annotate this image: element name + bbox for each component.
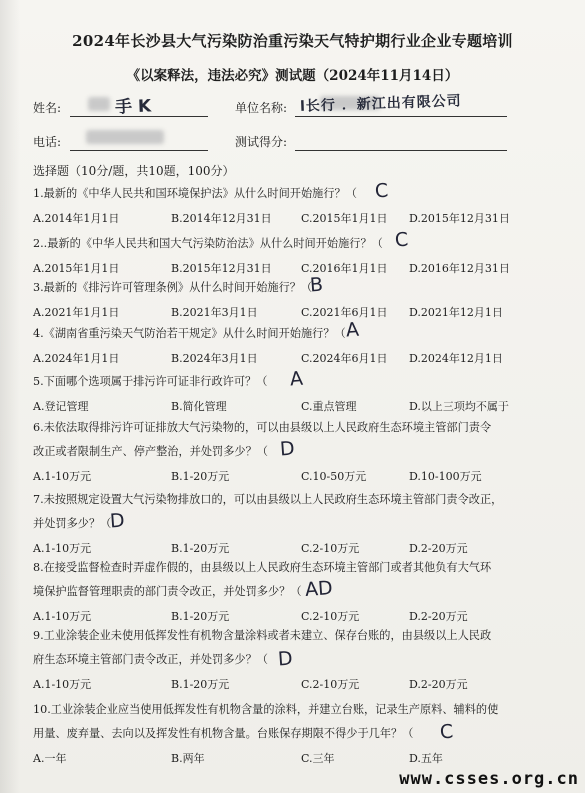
question-5-text: 5.下面哪个选项属于排污许可证非行政许可？（ xyxy=(33,375,268,388)
question-1-option-a: A.2014年1月1日 xyxy=(33,212,120,225)
question-6-option-c: C.10-50万元 xyxy=(301,470,367,483)
question-7-text: 7.未按照规定设置大气污染物排放口的，可以由县级以上人民政府生态环境主管部门责令改正， xyxy=(33,493,503,506)
question-4-option-d: D.2024年12月1日 xyxy=(409,352,503,365)
score-field[interactable] xyxy=(295,133,507,151)
question-7-options xyxy=(33,540,553,556)
question-5-handwritten-answer: A xyxy=(289,367,304,391)
question-8-handwritten-answer: AD xyxy=(304,577,334,601)
question-8-option-a: A.1-10万元 xyxy=(33,610,92,623)
name-redaction xyxy=(88,97,110,111)
question-1-handwritten-answer: C xyxy=(374,179,390,203)
question-9-handwritten-answer: D xyxy=(277,647,294,671)
question-9-text: 府生态环境主管部门责令改正，并处罚多少？（ xyxy=(33,653,268,666)
site-watermark: www.csses.org.cn xyxy=(399,769,579,789)
question-2-option-d: D.2016年12月31日 xyxy=(409,262,510,275)
page-edge-shadow xyxy=(0,0,20,793)
company-label: 单位名称: xyxy=(235,101,288,115)
question-9-options xyxy=(33,676,553,692)
question-7-option-c: C.2-10万元 xyxy=(301,542,360,555)
name-handwriting: 手 K xyxy=(114,96,152,118)
exam-title: 2024年长沙县大气污染防治重污染天气特护期行业企业专题培训 xyxy=(72,32,513,50)
question-2-handwritten-answer: C xyxy=(394,228,410,252)
question-6-option-d: D.10-100万元 xyxy=(409,470,482,483)
question-3-option-c: C.2021年6月1日 xyxy=(301,306,388,319)
question-2-options xyxy=(33,260,553,276)
question-8-options xyxy=(33,608,553,624)
question-7-text: 并处罚多少？（ xyxy=(33,517,112,530)
question-5-option-a: A.登记管理 xyxy=(33,400,89,413)
question-9-text: 9.工业涂装企业未使用低挥发性有机物含量涂料或者未建立、保存台账的，由县级以上人民政 xyxy=(33,629,492,642)
question-1-text: 1.最新的《中华人民共和国环境保护法》从什么时间开始施行？（ xyxy=(33,187,357,200)
question-2-text: 2..最新的《中华人民共和国大气污染防治法》从什么时间开始施行？（ xyxy=(33,237,383,250)
question-10-option-a: A.一年 xyxy=(33,752,67,765)
question-3-text: 3.最新的《排污许可管理条例》从什么时间开始施行？（ xyxy=(33,281,313,294)
question-8-text: 境保护监督管理职责的部门责令改正，并处罚多少？（ xyxy=(33,585,302,598)
question-1-options xyxy=(33,210,553,226)
question-1-option-b: B.2014年12月31日 xyxy=(171,212,272,225)
question-3-option-a: A.2021年1月1日 xyxy=(33,306,120,319)
question-3-options xyxy=(33,304,553,320)
question-3-option-b: B.2021年3月1日 xyxy=(171,306,258,319)
question-2-option-b: B.2015年12月31日 xyxy=(171,262,272,275)
question-3-option-d: D.2021年12月1日 xyxy=(409,306,503,319)
question-7-option-a: A.1-10万元 xyxy=(33,542,92,555)
question-4-option-b: B.2024年3月1日 xyxy=(171,352,258,365)
question-4-option-c: C.2024年6月1日 xyxy=(301,352,388,365)
question-9-option-a: A.1-10万元 xyxy=(33,678,92,691)
question-6-text: 6.未依法取得排污许可证排放大气污染物的，可以由县级以上人民政府生态环境主管部门责令 xyxy=(33,421,492,434)
question-9-option-d: D.2-20万元 xyxy=(409,678,468,691)
question-4-options xyxy=(33,350,553,366)
question-9-option-c: C.2-10万元 xyxy=(301,678,360,691)
question-1-option-d: D.2015年12月31日 xyxy=(409,212,510,225)
question-5-option-b: B.简化管理 xyxy=(171,400,227,413)
phone-label: 电话: xyxy=(33,135,62,149)
question-10-handwritten-answer: C xyxy=(439,720,455,744)
question-6-options xyxy=(33,468,553,484)
exam-subtitle: 《以案释法，违法必究》测试题（2024年11月14日） xyxy=(126,68,459,84)
question-5-option-c: C.重点管理 xyxy=(301,400,357,413)
question-7-option-b: B.1-20万元 xyxy=(171,542,230,555)
question-10-text: 用量、废弃量、去向以及挥发性有机物含量。台账保存期限不得少于几年？（ xyxy=(33,727,414,740)
question-8-option-c: C.2-10万元 xyxy=(301,610,360,623)
question-9-option-b: B.1-20万元 xyxy=(171,678,230,691)
question-1-option-c: C.2015年1月1日 xyxy=(301,212,388,225)
question-10-option-b: B.两年 xyxy=(171,752,205,765)
question-2-option-c: C.2016年1月1日 xyxy=(301,262,388,275)
question-5-options xyxy=(33,398,553,414)
question-4-text: 4.《湖南省重污染天气防治若干规定》从什么时间开始施行？（ xyxy=(33,327,346,340)
question-8-option-d: D.2-20万元 xyxy=(409,610,468,623)
question-8-text: 8.在接受监督检查时弄虚作假的，由县级以上人民政府生态环境主管部门或者其他负有大气环 xyxy=(33,561,492,574)
question-6-text: 改正或者限制生产、停产整治，并处罚多少？（ xyxy=(33,445,268,458)
question-4-handwritten-answer: A xyxy=(345,318,360,342)
question-10-option-d: D.五年 xyxy=(409,752,443,765)
question-5-option-d: D.以上三项均不属于 xyxy=(409,400,509,413)
question-7-option-d: D.2-20万元 xyxy=(409,542,468,555)
question-7-handwritten-answer: D xyxy=(109,509,126,533)
question-6-handwritten-answer: D xyxy=(279,437,296,461)
phone-redaction xyxy=(86,130,164,144)
name-label: 姓名: xyxy=(33,101,62,115)
question-6-option-b: B.1-20万元 xyxy=(171,470,230,483)
question-10-option-c: C.三年 xyxy=(301,752,335,765)
question-4-option-a: A.2024年1月1日 xyxy=(33,352,120,365)
question-8-option-b: B.1-20万元 xyxy=(171,610,230,623)
question-3-handwritten-answer: B xyxy=(309,273,324,297)
score-label: 测试得分: xyxy=(235,135,288,149)
question-10-text: 10.工业涂装企业应当使用低挥发性有机物含量的涂料，并建立台账，记录生产原料、辅料的使 xyxy=(33,703,499,716)
question-10-options xyxy=(33,750,553,766)
question-6-option-a: A.1-10万元 xyxy=(33,470,92,483)
question-2-option-a: A.2015年1月1日 xyxy=(33,262,120,275)
section-heading: 选择题（10分/题，共10题，100分） xyxy=(33,164,235,178)
company-handwriting: l长行 ．新江出有限公司 xyxy=(299,93,462,115)
